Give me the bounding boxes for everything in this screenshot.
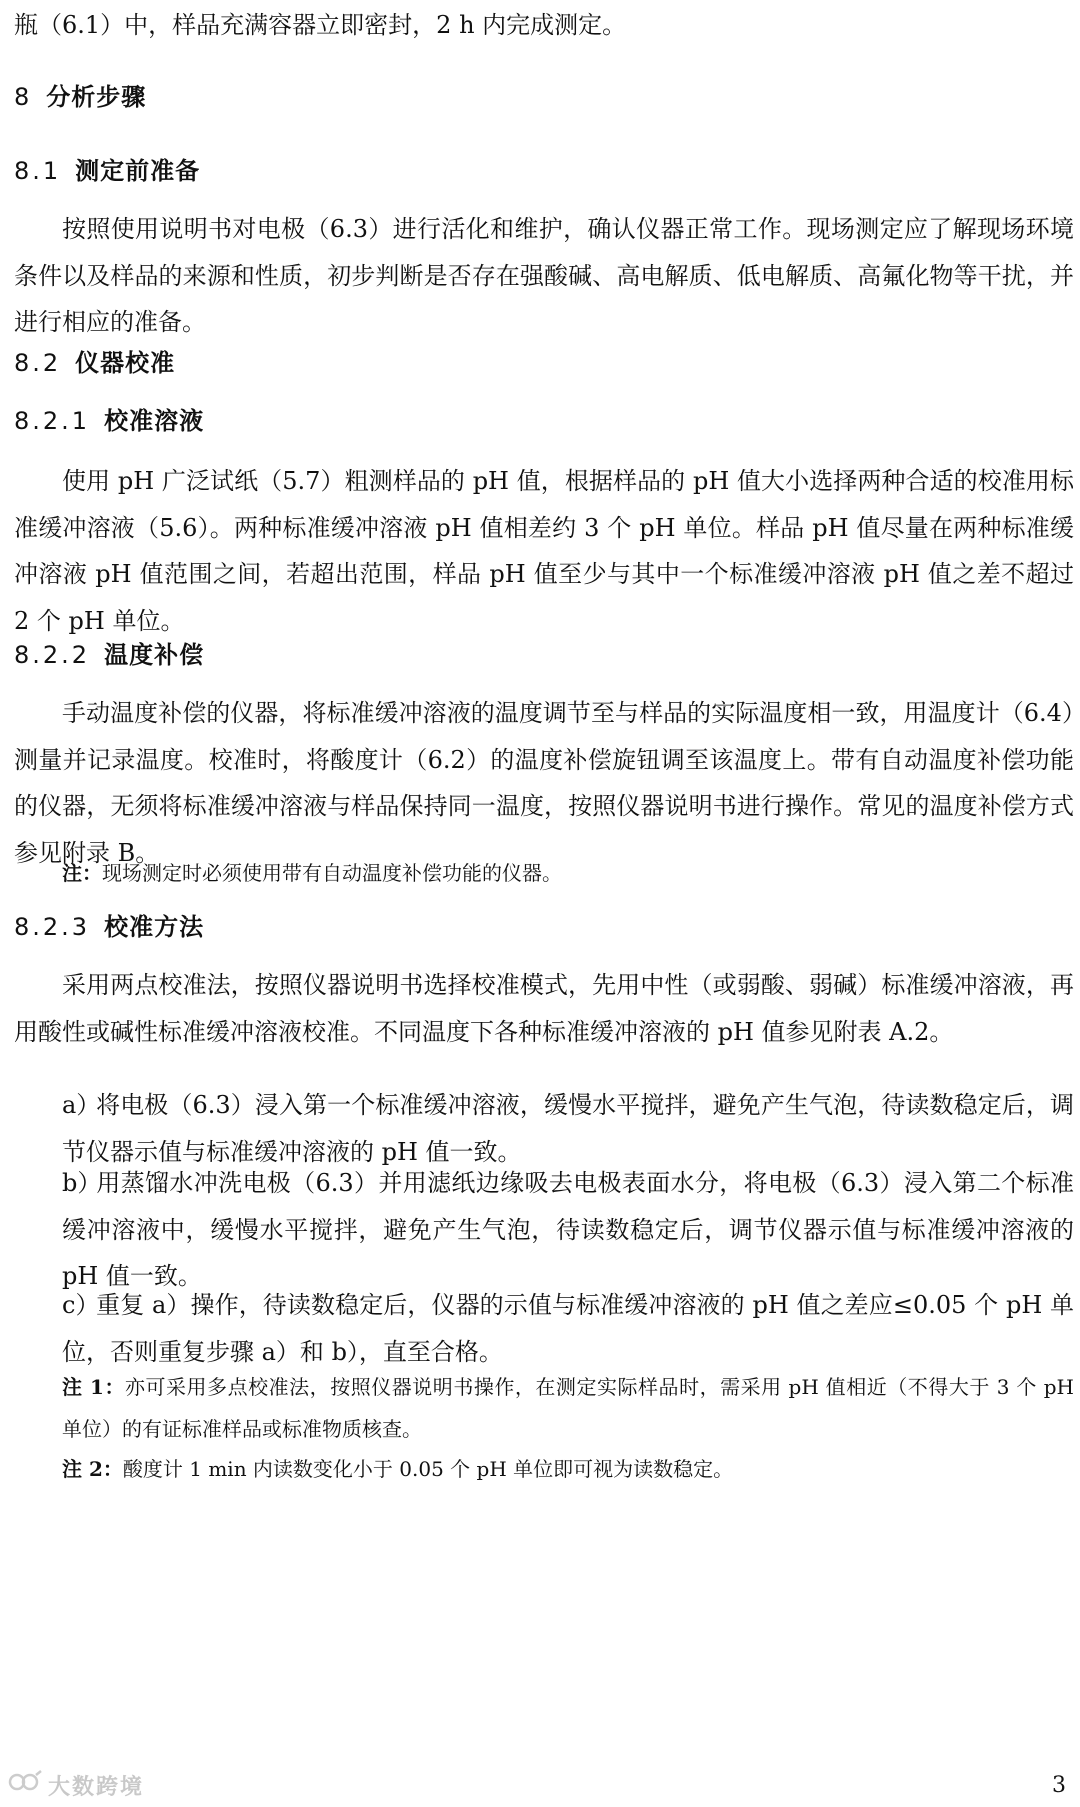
paragraph-8-2-2: 手动温度补偿的仪器，将标准缓冲溶液的温度调节至与样品的实际温度相一致，用温度计（6.4）测量并记录温度。校准时，将酸度计（6.2）的温度补偿旋钮调至该温度上。带有自动温度补偿功能的仪器，无须将标准缓冲溶液与样品保持同一温度，按照仪器说明书进行操作。常见的温度补偿方式参见附录 B。 bbox=[14, 699, 1074, 867]
section-number: 8.2.2 bbox=[14, 641, 91, 669]
section-title: 校准溶液 bbox=[104, 407, 205, 435]
paragraph-8-2-1: 使用 pH 广泛试纸（5.7）粗测样品的 pH 值，根据样品的 pH 值大小选择两种合适的校准用标准缓冲溶液（5.6）。两种标准缓冲溶液 pH 值相差约 3 个 pH 单位。样品 pH 值尽量在两种标准缓冲溶液 pH 值范围之间，若超出范围，样品 pH 值至少与其中一个标准缓冲溶液 pH 值之差不超过 2 个 pH 单位。 bbox=[14, 467, 1074, 635]
section-number: 8.2.1 bbox=[14, 407, 91, 435]
paragraph-8-2-3: 采用两点校准法，按照仪器说明书选择校准模式，先用中性（或弱酸、弱碱）标准缓冲溶液，再用酸性或碱性标准缓冲溶液校准。不同温度下各种标准缓冲溶液的 pH 值参见附表 A.2。 bbox=[14, 971, 1074, 1046]
section-8-2-3-heading bbox=[14, 910, 204, 944]
continuation-line: 瓶（6.1）中，样品充满容器立即密封，2 h 内完成测定。 bbox=[14, 11, 627, 39]
note-1 bbox=[62, 1366, 1074, 1450]
section-number: 8.2 bbox=[14, 349, 62, 377]
note-label: 注 1： bbox=[62, 1375, 125, 1399]
section-number: 8 bbox=[14, 83, 33, 111]
section-number: 8.1 bbox=[14, 157, 62, 185]
section-8-2-2-heading bbox=[14, 638, 204, 672]
section-title: 仪器校准 bbox=[75, 349, 176, 377]
section-title: 测定前准备 bbox=[75, 157, 201, 185]
watermark-logo-icon bbox=[8, 1769, 42, 1801]
list-marker: a） bbox=[62, 1091, 101, 1119]
watermark bbox=[8, 1770, 144, 1800]
page-number: 3 bbox=[1052, 1773, 1066, 1798]
section-8-2-heading bbox=[14, 346, 175, 380]
list-marker: c） bbox=[62, 1291, 100, 1319]
note-text: 亦可采用多点校准法，按照仪器说明书操作，在测定实际样品时，需采用 pH 值相近（不得大于 3 个 pH 单位）的有证标准样品或标准物质核查。 bbox=[62, 1375, 1074, 1441]
list-item-b bbox=[62, 1160, 1074, 1300]
watermark-text: 大数跨境 bbox=[48, 1774, 145, 1800]
section-8-heading bbox=[14, 80, 146, 114]
section-title: 校准方法 bbox=[104, 913, 205, 941]
note-text: 现场测定时必须使用带有自动温度补偿功能的仪器。 bbox=[102, 861, 562, 885]
list-text: 用蒸馏水冲洗电极（6.3）并用滤纸边缘吸去电极表面水分，将电极（6.3）浸入第二个标准缓冲溶液中，缓慢水平搅拌，避免产生气泡，待读数稳定后，调节仪器示值与标准缓冲溶液的 pH 值一致。 bbox=[62, 1169, 1074, 1290]
section-number: 8.2.3 bbox=[14, 913, 91, 941]
list-marker: b） bbox=[62, 1169, 102, 1197]
section-title: 温度补偿 bbox=[104, 641, 205, 669]
note-2 bbox=[62, 1448, 1074, 1490]
section-8-1-heading bbox=[14, 154, 200, 188]
list-item-c bbox=[62, 1282, 1074, 1375]
section-title: 分析步骤 bbox=[46, 83, 147, 111]
list-text: 重复 a）操作，待读数稳定后，仪器的示值与标准缓冲溶液的 pH 值之差应≤0.05 个 pH 单位，否则重复步骤 a）和 b），直至合格。 bbox=[62, 1291, 1074, 1366]
note-label: 注： bbox=[62, 861, 102, 885]
note-8-2-2 bbox=[62, 852, 1072, 894]
section-8-2-1-heading bbox=[14, 404, 204, 438]
paragraph-8-1: 按照使用说明书对电极（6.3）进行活化和维护，确认仪器正常工作。现场测定应了解现场环境条件以及样品的来源和性质，初步判断是否存在强酸碱、高电解质、低电解质、高氟化物等干扰，并进行相应的准备。 bbox=[14, 215, 1074, 336]
note-label: 注 2： bbox=[62, 1457, 123, 1481]
note-text: 酸度计 1 min 内读数变化小于 0.05 个 pH 单位即可视为读数稳定。 bbox=[122, 1457, 734, 1481]
list-text: 将电极（6.3）浸入第一个标准缓冲溶液，缓慢水平搅拌，避免产生气泡，待读数稳定后，调节仪器示值与标准缓冲溶液的 pH 值一致。 bbox=[62, 1091, 1074, 1166]
